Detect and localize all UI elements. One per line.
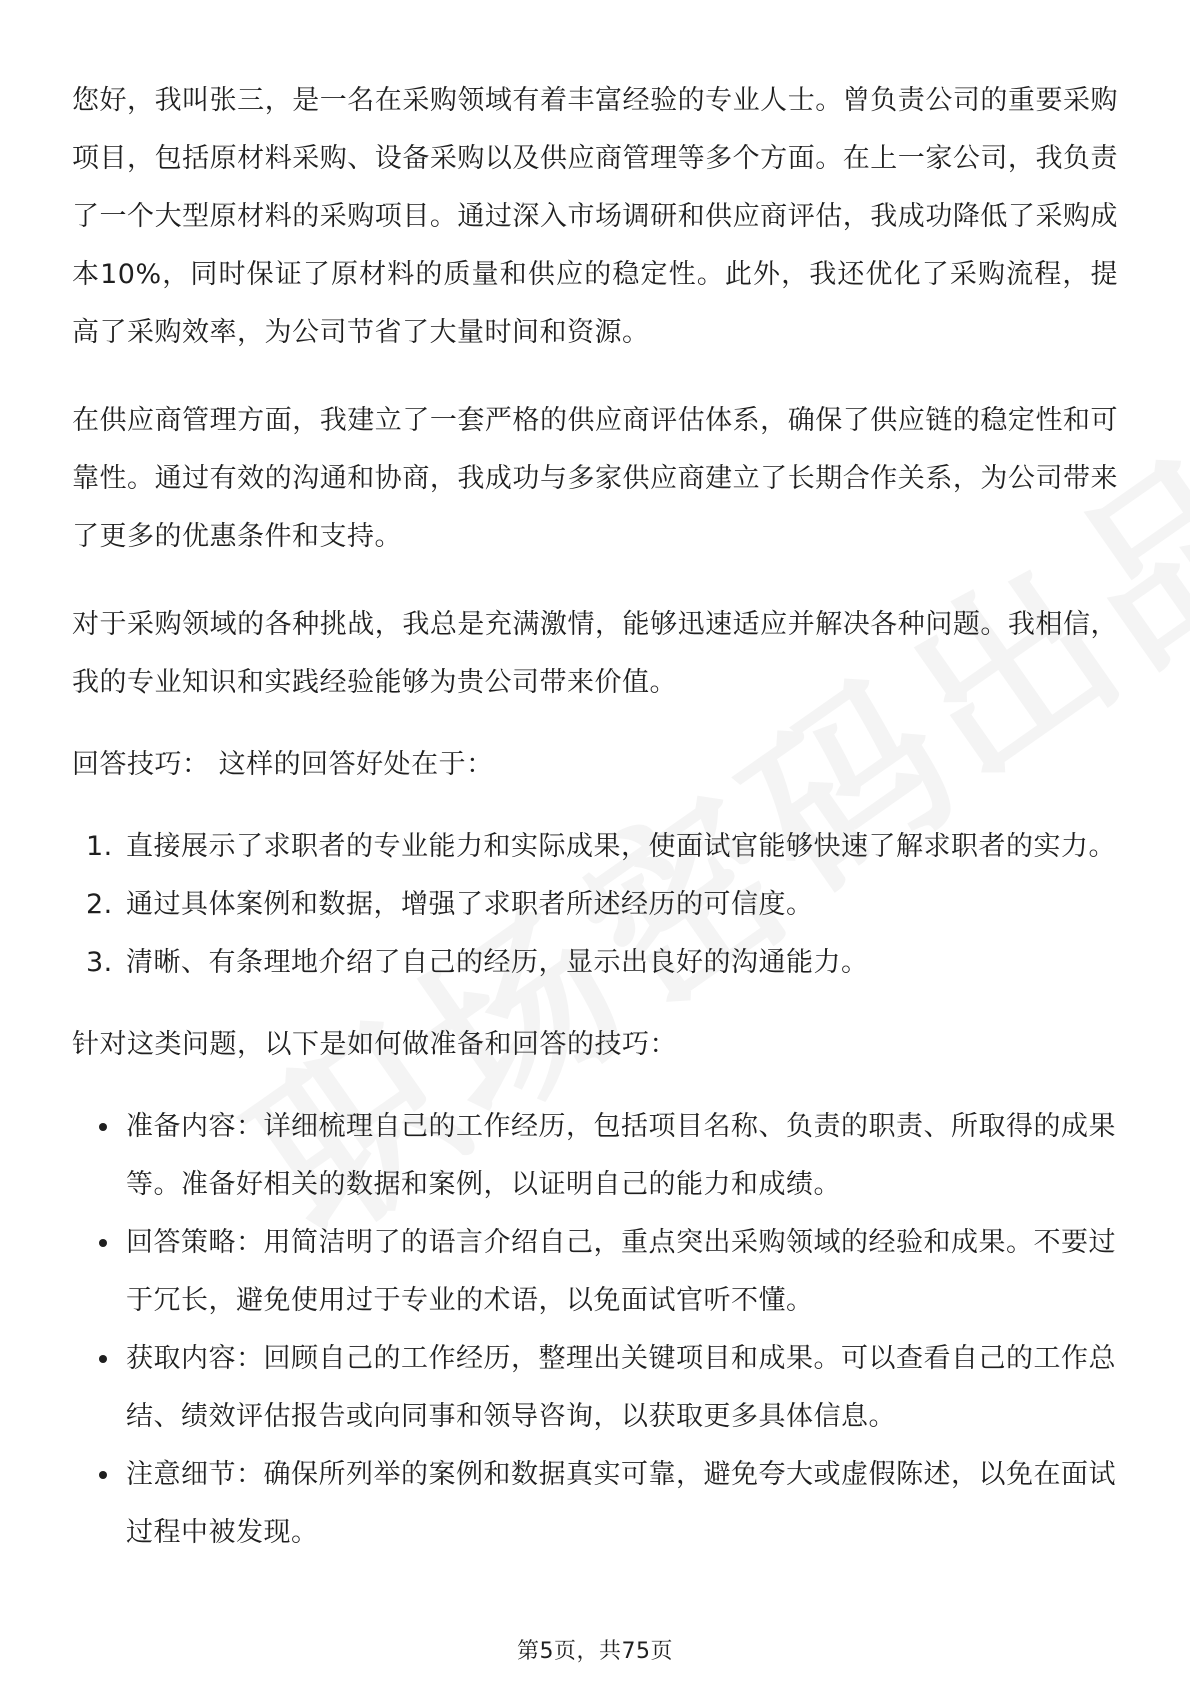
bullet-list xyxy=(72,1098,1118,1562)
bullet-icon xyxy=(99,1355,107,1363)
list-item xyxy=(72,934,1118,992)
list-item-text: 回答策略：用简洁明了的语言介绍自己，重点突出采购领域的经验和成果。不要过于冗长，避免使用过于专业的术语，以免面试官听不懂。 xyxy=(126,1227,1116,1316)
list-item-text: 直接展示了求职者的专业能力和实际成果，使面试官能够快速了解求职者的实力。 xyxy=(126,831,1116,862)
list-item xyxy=(72,1330,1118,1446)
paragraph-supplier-management: 在供应商管理方面，我建立了一套严格的供应商评估体系，确保了供应链的稳定性和可靠性。通过有效的沟通和协商，我成功与多家供应商建立了长期合作关系，为公司带来了更多的优惠条件和支持。 xyxy=(72,405,1118,552)
list-item-text: 获取内容：回顾自己的工作经历，整理出关键项目和成果。可以查看自己的工作总结、绩效评估报告或向同事和领导咨询，以获取更多具体信息。 xyxy=(126,1343,1116,1432)
list-item-text: 注意细节：确保所列举的案例和数据真实可靠，避免夸大或虚假陈述，以免在面试过程中被发现。 xyxy=(126,1459,1116,1548)
list-item-text: 准备内容：详细梳理自己的工作经历，包括项目名称、负责的职责、所取得的成果等。准备好相关的数据和案例，以证明自己的能力和成绩。 xyxy=(126,1111,1116,1200)
numbered-list xyxy=(72,818,1118,992)
list-item xyxy=(72,818,1118,876)
bullet-icon xyxy=(99,1239,107,1247)
prep-heading: 针对这类问题，以下是如何做准备和回答的技巧： xyxy=(72,1029,677,1060)
page-content xyxy=(72,72,1118,1562)
bullet-icon xyxy=(99,1123,107,1131)
list-number: 1. xyxy=(86,831,113,862)
paragraph-intro: 您好，我叫张三，是一名在采购领域有着丰富经验的专业人士。曾负责公司的重要采购项目，包括原材料采购、设备采购以及供应商管理等多个方面。在上一家公司，我负责了一个大型原材料的采购项目。通过深入市场调研和供应商评估，我成功降低了采购成本10%，同时保证了原材料的质量和供应的稳定性。此外，我还优化了采购流程，提高了采购效率，为公司节省了大量时间和资源。 xyxy=(72,85,1118,348)
list-item-text: 通过具体案例和数据，增强了求职者所述经历的可信度。 xyxy=(126,889,814,920)
list-item xyxy=(72,1098,1118,1214)
list-item xyxy=(72,1446,1118,1562)
list-number: 2. xyxy=(86,889,113,920)
list-item xyxy=(72,876,1118,934)
list-item-text: 清晰、有条理地介绍了自己的经历，显示出良好的沟通能力。 xyxy=(126,947,869,978)
list-item xyxy=(72,1214,1118,1330)
paragraph-challenges: 对于采购领域的各种挑战，我总是充满激情，能够迅速适应并解决各种问题。我相信，我的专业知识和实践经验能够为贵公司带来价值。 xyxy=(72,609,1118,698)
tips-heading: 回答技巧： 这样的回答好处在于： xyxy=(72,749,494,780)
list-number: 3. xyxy=(86,947,113,978)
bullet-icon xyxy=(99,1471,107,1479)
page-number: 第5页，共75页 xyxy=(517,1639,673,1664)
